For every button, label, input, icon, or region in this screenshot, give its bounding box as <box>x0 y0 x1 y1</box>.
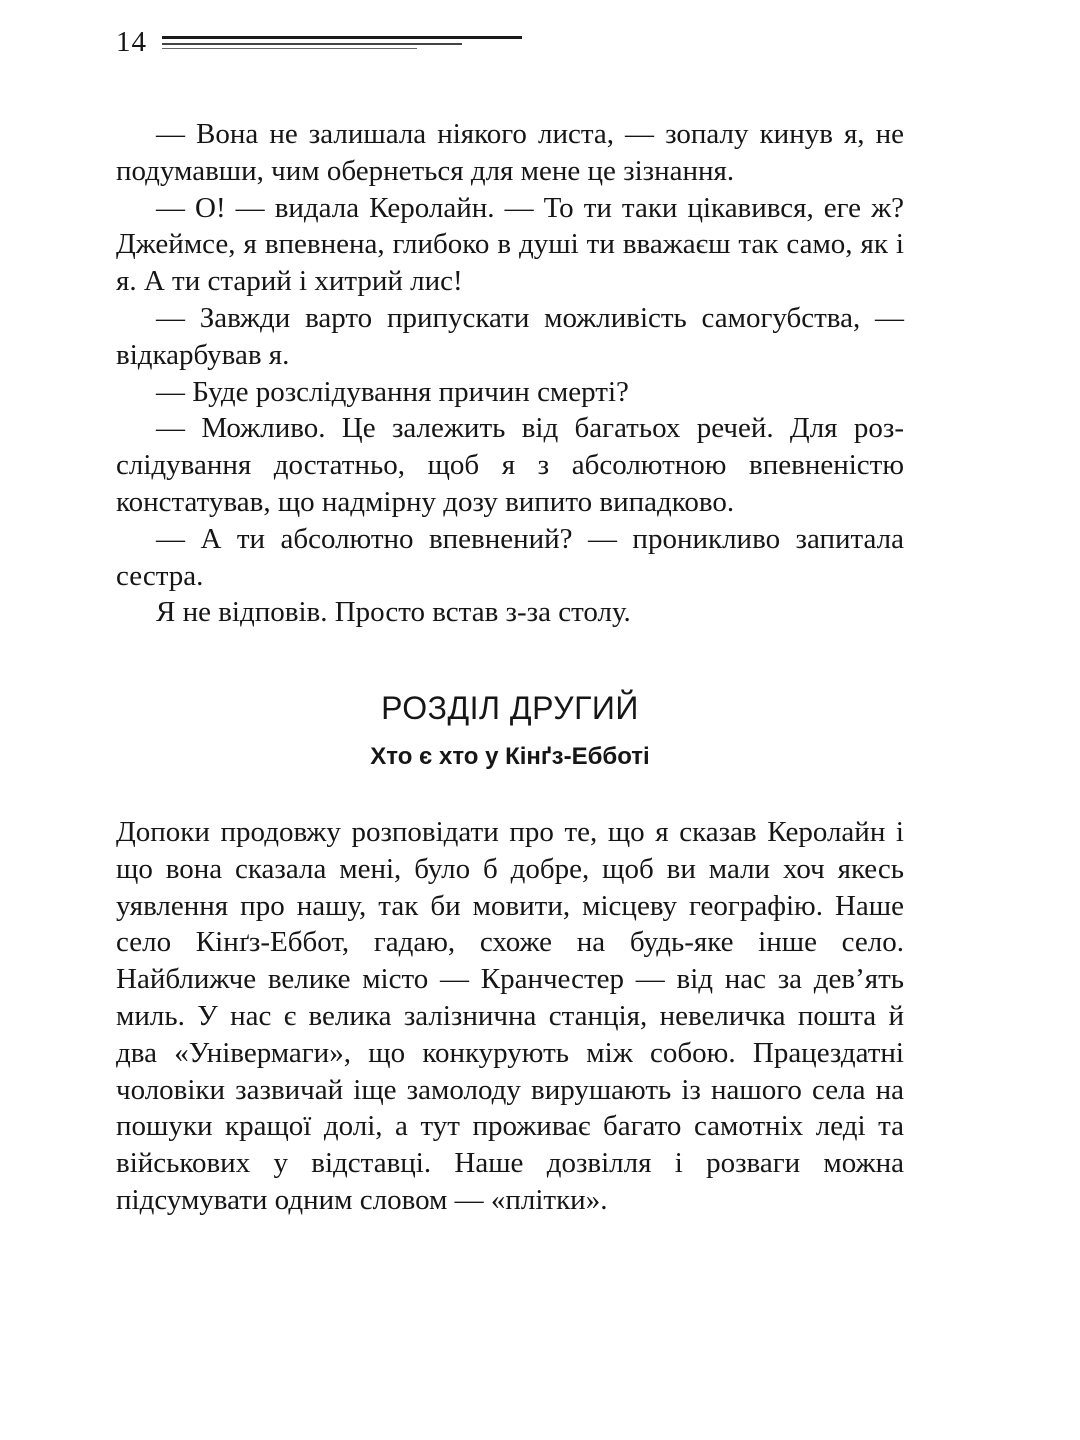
header-rule <box>162 43 462 45</box>
header-rule <box>162 48 417 49</box>
dialogue-section <box>116 116 904 631</box>
dialogue-paragraph: — Можливо. Це залежить від багатьох речей. Для розслідування достатньо, щоб я з абсолютною впевненістю констатував, що надмірну дозу випито випадково. <box>116 412 904 518</box>
dialogue-paragraph: — О! — видала Керолайн. — То ти таки цікавився, еге ж? Джеймсе, я впевнена, глибоко в душі ти вважаєш так само, як і я. А ти старий і хитрий лис! <box>116 191 904 298</box>
dialogue-paragraph: — Вона не залишала ніякого листа, — зопалу кинув я, не подумавши, чим обернеться для мене це зізнання. <box>116 118 904 187</box>
dialogue-paragraph: — Буде розслідування причин смерті? <box>156 375 629 408</box>
page-number: 14 <box>116 26 147 58</box>
header-rule <box>162 36 522 39</box>
page-header <box>116 24 536 60</box>
chapter-subtitle: Хто є хто у Кінґз-Ебботі <box>370 743 650 770</box>
chapter-body <box>116 814 904 1219</box>
chapter-paragraph: Допоки продовжу розповідати про те, що я сказав Керолайн і що вона сказала мені, було б добре, щоб ви мали хоч якесь уявлення про нашу, так би мовити, місцеву географію. Наше село Кінґз-Еббот, гадаю, схоже на будь-яке інше село. Найближче велике місто — Кранчестер — від нас за дев’ять миль. У нас є велика залізнична станція, невеличка пошта й два «Універмаги», що конкурують між собою. Працездатні чоловіки зазвичай іще замолоду вирушають із нашого села на пошуки кращої долі, а тут проживає багато самотніх леді та військових у відставці. Наше дозвілля і розваги можна підсумувати одним словом — «плітки». <box>116 816 904 1216</box>
chapter-title: РОЗДІЛ ДРУГИЙ <box>381 690 639 726</box>
dialogue-paragraph: Я не відповів. Просто встав з-за столу. <box>156 596 631 629</box>
dialogue-paragraph: — А ти абсолютно впевнений? — проникливо запитала сестра. <box>116 522 904 592</box>
dialogue-paragraph: — Завжди варто припускати можливість самогубства, — відкарбував я. <box>116 301 904 371</box>
